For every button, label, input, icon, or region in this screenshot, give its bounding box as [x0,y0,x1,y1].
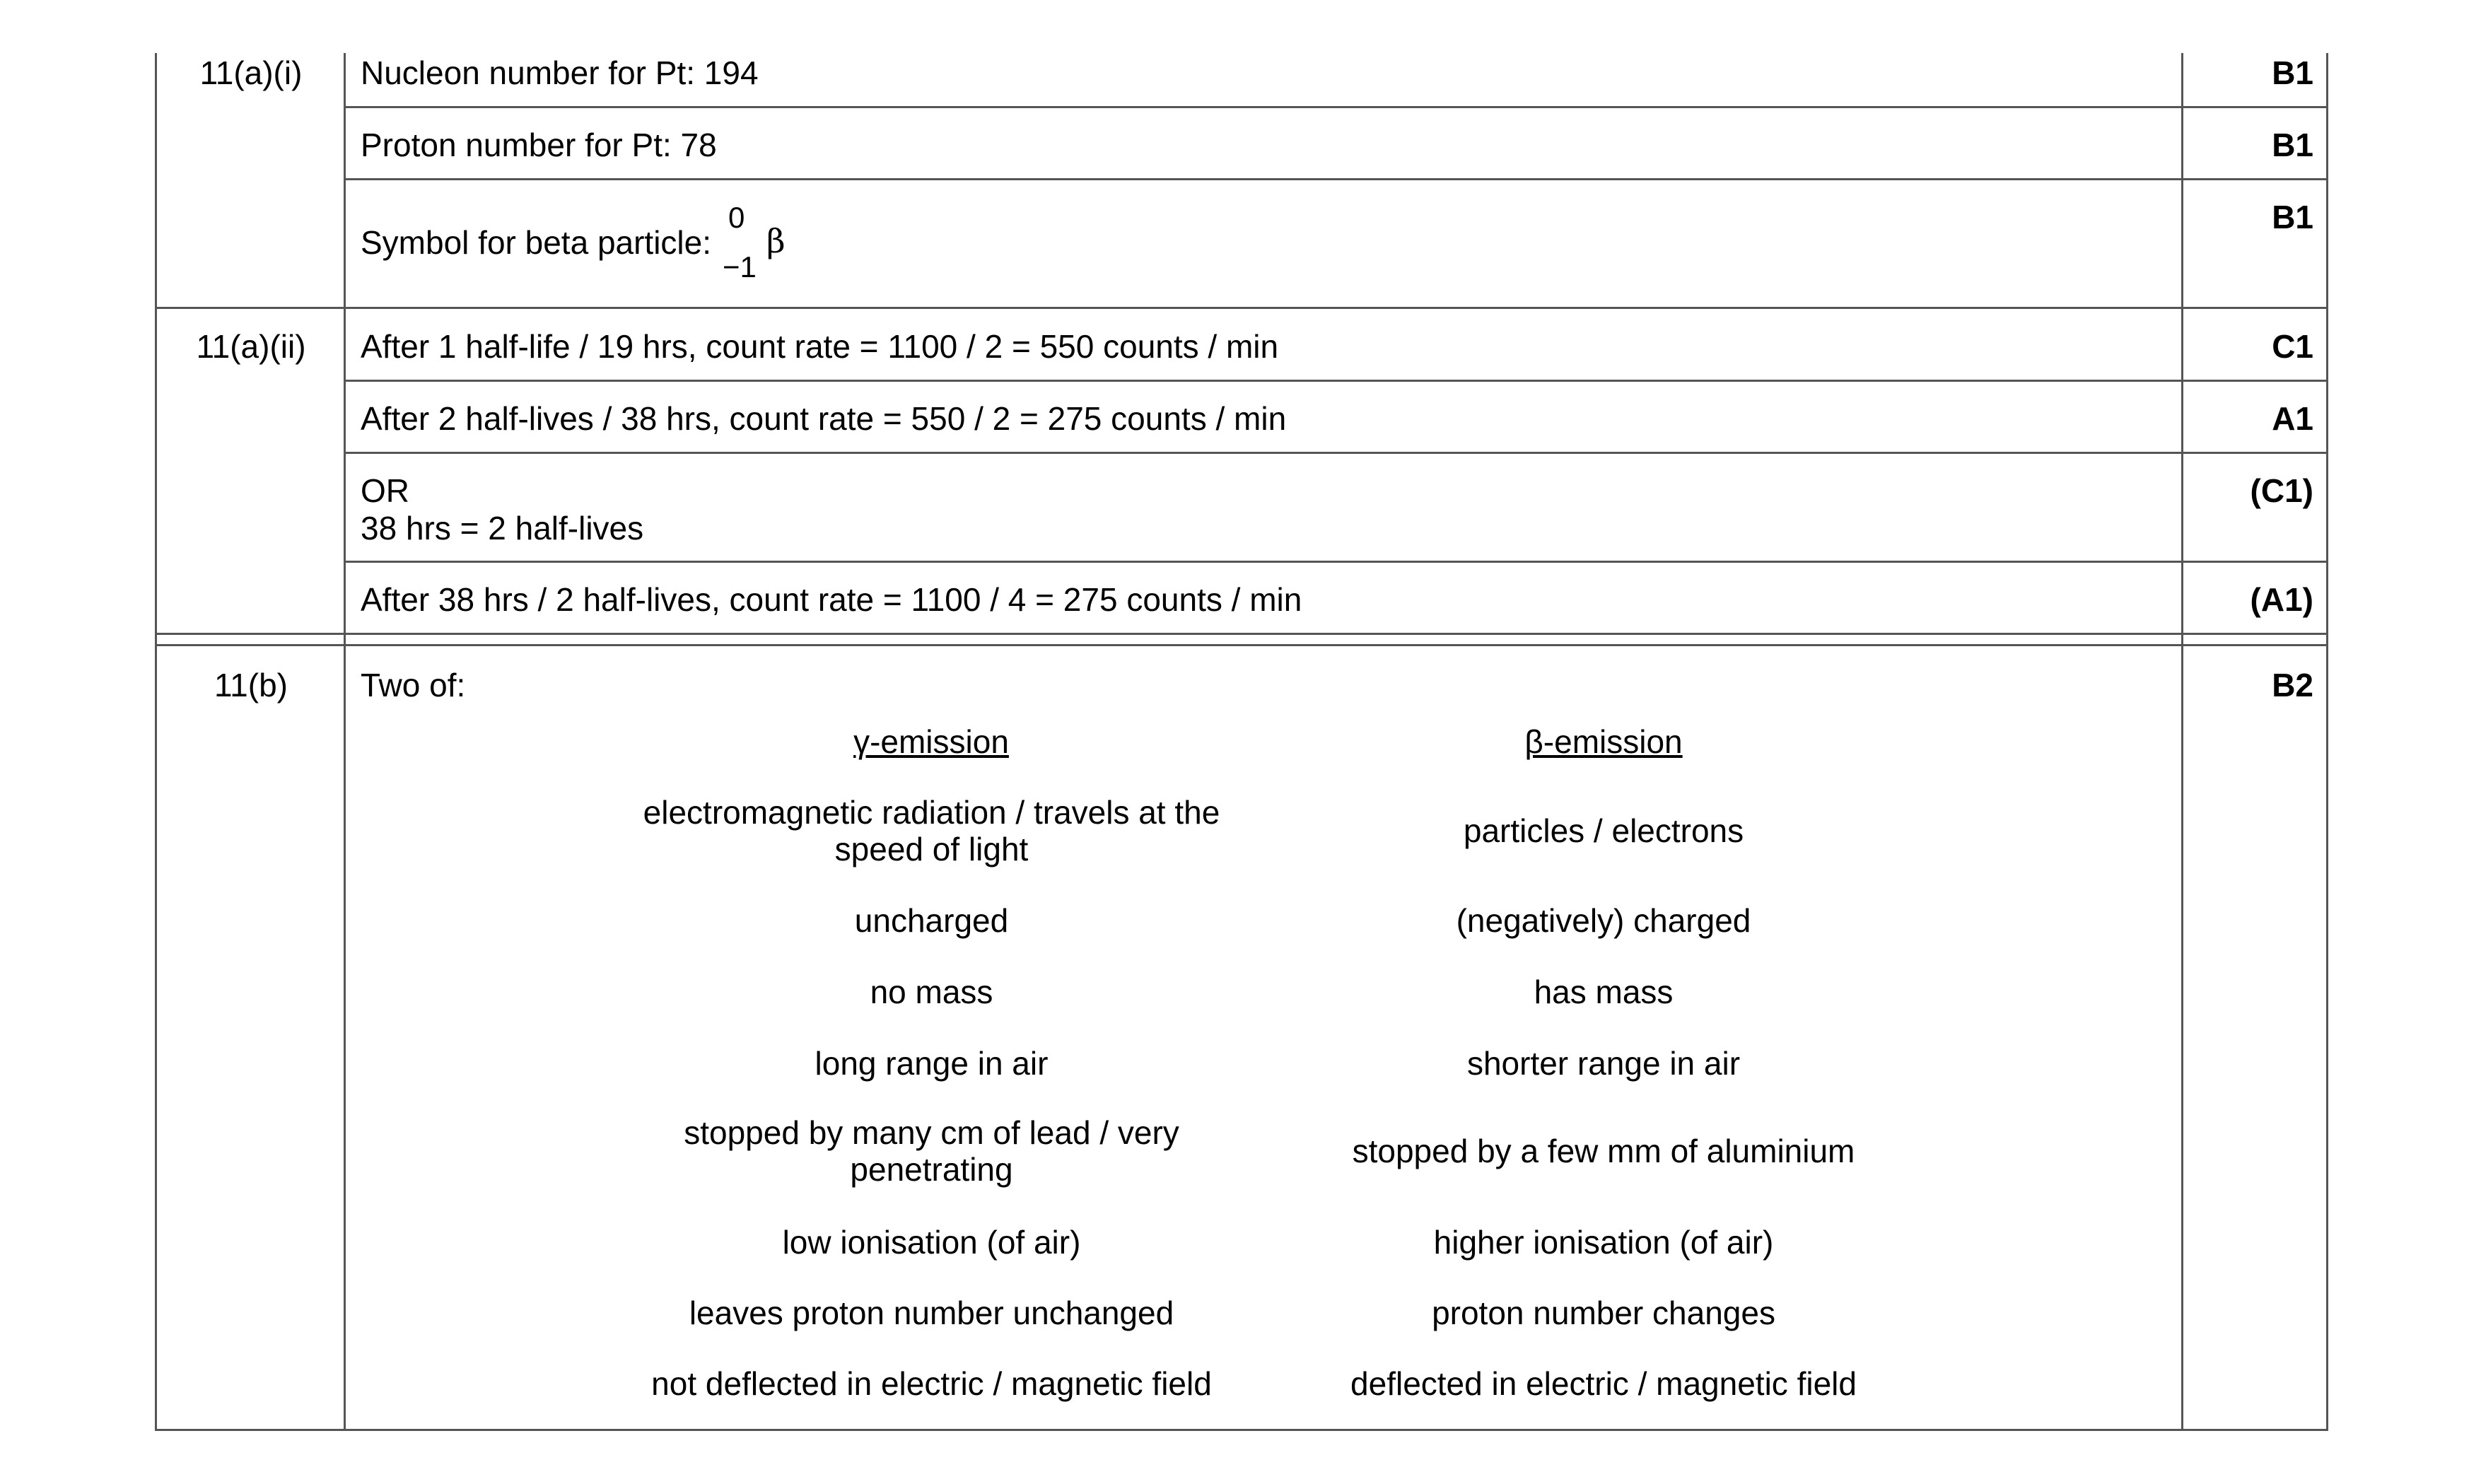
gamma-property: low ionisation (of air) [782,1224,1081,1261]
gamma-property: not deflected in electric / magnetic field [651,1365,1212,1402]
beta-property: proton number changes [1432,1295,1775,1331]
answer-line: Symbol for beta particle: [361,224,712,261]
table-border-bottom [155,1429,2328,1431]
beta-column-heading: β-emission [1524,723,1683,760]
row-divider [344,561,2328,563]
section-divider [155,644,2328,646]
mark-code: B2 [2272,667,2313,703]
gamma-property: electromagnetic radiation / travels at the speed of light [643,794,1220,867]
answer-line: After 1 half-life / 19 hrs, count rate = 1100 / 2 = 550 counts / min [361,328,1279,365]
mark-code: B1 [2272,54,2313,91]
beta-property: particles / electrons [1463,812,1744,849]
row-divider [344,106,2328,108]
question-number: 11(b) [214,667,288,703]
gamma-property: long range in air [815,1045,1049,1082]
mark-code: A1 [2272,400,2313,437]
row-divider [155,307,2328,309]
answer-line: Proton number for Pt: 78 [361,127,717,163]
answer-line: After 38 hrs / 2 half-lives, count rate = 1100 / 4 = 275 counts / min [361,581,1302,618]
row-divider [344,452,2328,454]
beta-property: (negatively) charged [1456,902,1751,939]
beta-property: has mass [1534,974,1674,1010]
column-divider-marks [2181,53,2183,1431]
question-number: 11(a)(ii) [196,328,306,365]
beta-atomic-number: −1 [723,250,757,284]
row-divider [344,178,2328,180]
answer-intro: Two of: [361,667,466,703]
answer-line: After 2 half-lives / 38 hrs, count rate = 550 / 2 = 275 counts / min [361,400,1287,437]
beta-property: stopped by a few mm of aluminium [1352,1133,1855,1169]
table-border-left [155,53,157,1431]
table-border-right [2326,53,2328,1431]
column-divider-question [344,53,346,1431]
beta-letter: β [766,222,786,260]
mark-code: (A1) [2250,581,2313,618]
gamma-column-heading: γ-emission [853,723,1009,760]
gamma-property: no mass [870,974,993,1010]
beta-property: higher ionisation (of air) [1433,1224,1774,1261]
gamma-property: leaves proton number unchanged [689,1295,1174,1331]
mark-code: B1 [2272,199,2313,235]
gamma-property: stopped by many cm of lead / very penetrating [684,1114,1179,1188]
beta-property: deflected in electric / magnetic field [1350,1365,1857,1402]
question-number: 11(a)(i) [199,54,303,91]
row-divider [344,380,2328,382]
mark-code: C1 [2272,328,2313,365]
answer-line: Nucleon number for Pt: 194 [361,54,759,91]
mark-code: B1 [2272,127,2313,163]
mark-code: (C1) [2250,472,2313,509]
beta-mass-number: 0 [728,201,745,234]
beta-property: shorter range in air [1466,1045,1741,1082]
gamma-property: uncharged [854,902,1009,939]
section-divider [155,633,2328,635]
answer-line: 38 hrs = 2 half-lives [361,510,644,547]
answer-line: OR [361,472,409,509]
